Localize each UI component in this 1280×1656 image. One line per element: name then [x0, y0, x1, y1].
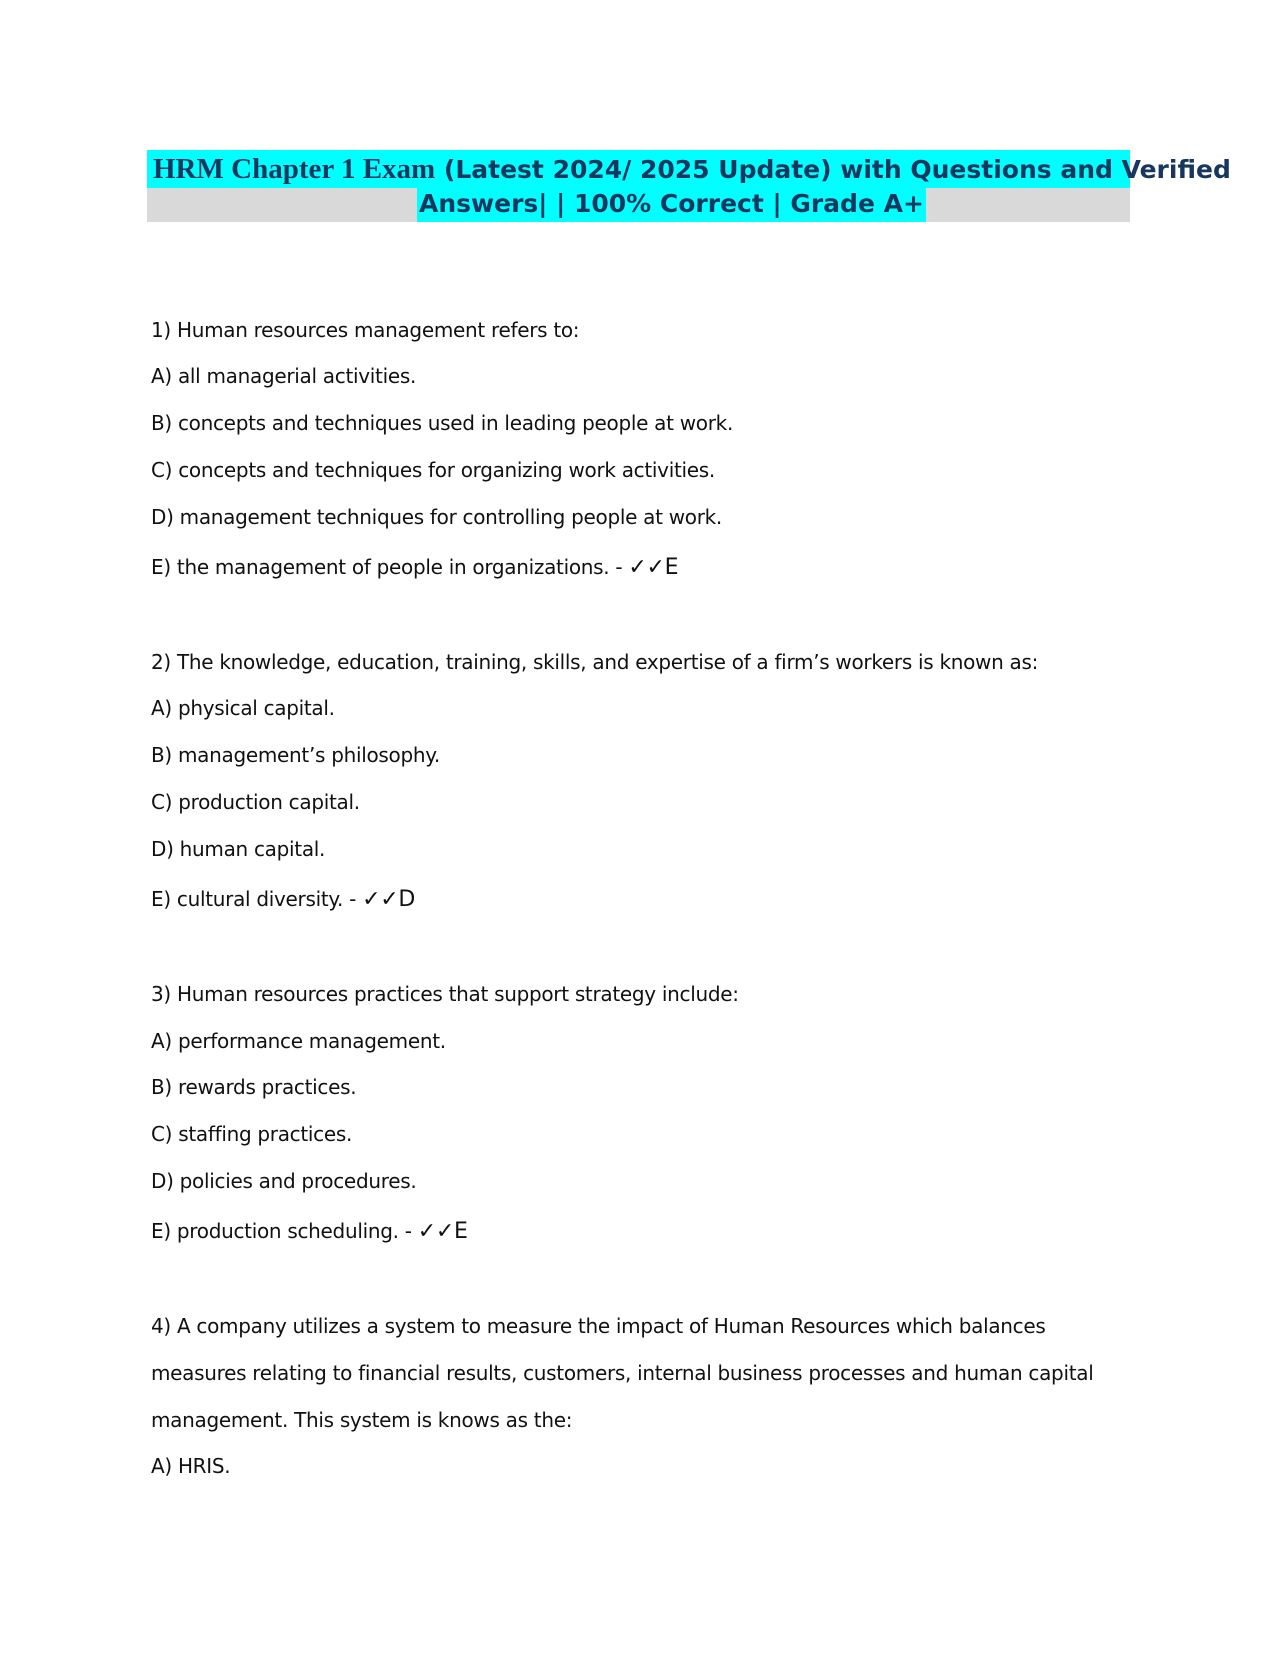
title-line-1-serif: HRM Chapter 1 Exam	[153, 153, 436, 185]
question-1-option-b: B) concepts and techniques used in leading people at work.	[151, 411, 733, 435]
question-1-text: 1) Human resources management refers to:	[151, 318, 580, 342]
question-1-option-a: A) all managerial activities.	[151, 364, 417, 388]
title-line-2: Answers| | 100% Correct | Grade A+	[417, 186, 926, 222]
question-1-option-c: C) concepts and techniques for organizing work activities.	[151, 458, 715, 482]
question-4-text-line-2: measures relating to financial results, customers, internal business processes and human capital	[151, 1361, 1094, 1385]
question-4-text-line-3: management. This system is knows as the:	[151, 1408, 573, 1432]
title-line-1-sans: (Latest 2024/ 2025 Update) with Questions and Verified	[435, 155, 1231, 184]
question-3-option-b: B) rewards practices.	[151, 1075, 357, 1099]
question-1-answer: ✓✓E	[628, 555, 679, 580]
document-title	[147, 150, 1231, 222]
question-3-option-c: C) staffing practices.	[151, 1122, 353, 1146]
question-2-option-a: A) physical capital.	[151, 696, 335, 720]
question-2-answer: ✓✓D	[362, 887, 416, 912]
question-1-option-e	[151, 555, 1151, 580]
question-2-text: 2) The knowledge, education, training, skills, and expertise of a firm’s workers is known as:	[151, 650, 1039, 674]
question-3-text: 3) Human resources practices that support strategy include:	[151, 982, 739, 1006]
question-3-option-e-text: E) production scheduling. -	[151, 1219, 418, 1243]
question-1-option-d: D) management techniques for controlling people at work.	[151, 505, 722, 529]
question-2-option-e	[151, 887, 1151, 912]
question-3-option-a: A) performance management.	[151, 1029, 446, 1053]
question-3-answer: ✓✓E	[417, 1219, 468, 1244]
question-3-option-d: D) policies and procedures.	[151, 1169, 417, 1193]
question-2-option-b: B) management’s philosophy.	[151, 743, 440, 767]
question-2-option-e-text: E) cultural diversity. -	[151, 887, 363, 911]
question-4-text-line-1: 4) A company utilizes a system to measure the impact of Human Resources which balances	[151, 1314, 1046, 1338]
question-4-option-a: A) HRIS.	[151, 1454, 231, 1478]
question-2-option-c: C) production capital.	[151, 790, 360, 814]
title-line-1	[147, 150, 1231, 188]
question-3-option-e	[151, 1219, 1151, 1244]
question-2-option-d: D) human capital.	[151, 837, 326, 861]
question-1-option-e-text: E) the management of people in organizations. -	[151, 555, 629, 579]
